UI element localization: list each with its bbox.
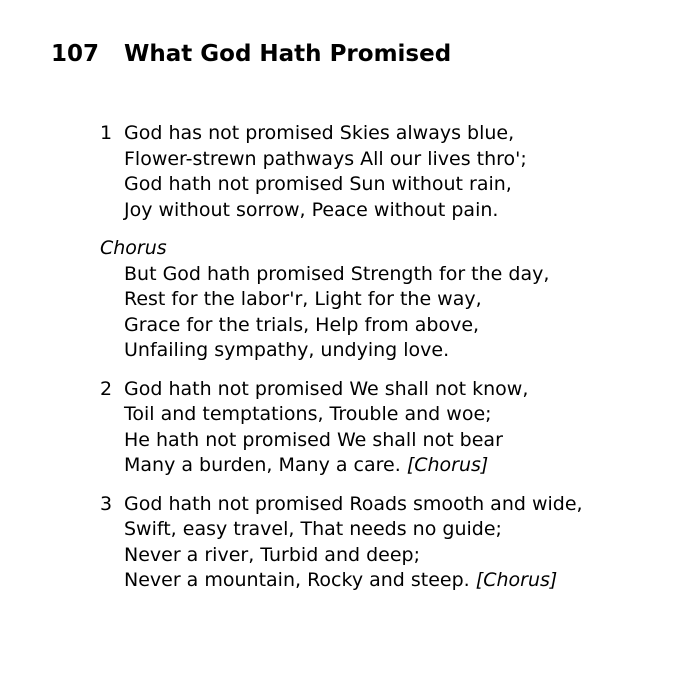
- verse-line: Never a river, Turbid and deep;: [124, 543, 420, 566]
- chorus-reference: [Chorus]: [475, 569, 558, 591]
- verse-line: Flower-strewn pathways All our lives thro';: [124, 147, 527, 170]
- verse-line: [124, 568, 660, 594]
- verse-line: God has not promised Skies always blue,: [124, 122, 515, 144]
- verse-line: Joy without sorrow, Peace without pain.: [124, 198, 499, 221]
- verse-line: God hath not promised Roads smooth and wide,: [124, 492, 583, 515]
- chorus-reference: [Chorus]: [406, 454, 489, 476]
- verse-number: 1: [100, 122, 113, 144]
- hymn-number: 107: [51, 41, 100, 67]
- verse-line: God hath not promised We shall not know,: [124, 377, 529, 400]
- verse-number: 3: [100, 492, 113, 515]
- chorus-line: Rest for the labor'r, Light for the way,: [124, 288, 482, 310]
- chorus-line: Grace for the trials, Help from above,: [124, 313, 480, 336]
- hymn-header: [51, 38, 451, 70]
- hymn-title: What God Hath Promised: [124, 41, 452, 67]
- verse-line-text: Never a mountain, Rocky and steep.: [124, 569, 470, 591]
- chorus-line: Unfailing sympathy, undying love.: [124, 339, 450, 361]
- verse-1: [100, 121, 660, 223]
- chorus-line: But God hath promised Strength for the day,: [124, 262, 550, 285]
- verse-line: Swift, easy travel, That needs no guide;: [124, 518, 502, 540]
- hymn-body: [100, 121, 660, 607]
- verse-3: [100, 492, 660, 594]
- verse-line: [124, 453, 660, 479]
- verse-line-text: Many a burden, Many a care.: [124, 454, 401, 476]
- verse-2: [100, 377, 660, 479]
- verse-line: He hath not promised We shall not bear: [124, 428, 503, 451]
- verse-line: God hath not promised Sun without rain,: [124, 173, 512, 195]
- verse-number: 2: [100, 377, 113, 400]
- verse-line: Toil and temptations, Trouble and woe;: [124, 403, 492, 425]
- chorus-label: Chorus: [100, 237, 167, 259]
- chorus: [100, 236, 660, 364]
